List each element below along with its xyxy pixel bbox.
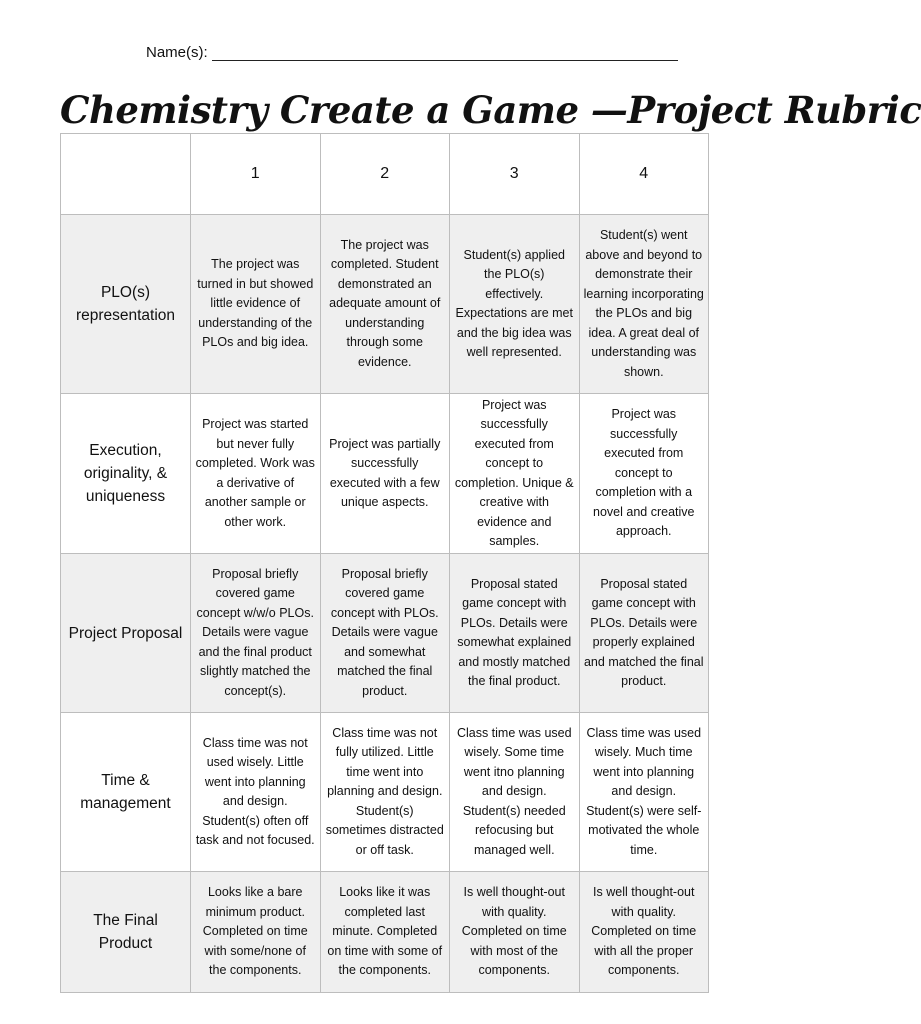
rubric-cell: Looks like it was completed last minute. Completed on time with some of the components. xyxy=(320,872,450,993)
rubric-cell: The project was completed. Student demonstrated an adequate amount of understanding through some evidence. xyxy=(320,215,450,394)
rubric-cell: Class time was not used wisely. Little went into planning and design. Student(s) often off task and not focused. xyxy=(191,713,321,872)
table-row xyxy=(61,394,709,554)
rubric-cell: Project was successfully executed from concept to completion. Unique & creative with evidence and samples. xyxy=(450,394,580,554)
rubric-table xyxy=(60,133,709,993)
header-cell-score-4: 4 xyxy=(579,134,709,215)
rubric-cell: Class time was used wisely. Much time went into planning and design. Student(s) were self-motivated the whole time. xyxy=(579,713,709,872)
rubric-cell: The project was turned in but showed little evidence of understanding of the PLOs and big idea. xyxy=(191,215,321,394)
page-title: Chemistry Create a Game —Project Rubric xyxy=(60,88,921,132)
rubric-cell: Proposal briefly covered game concept with PLOs. Details were vague and somewhat matched the final product. xyxy=(320,554,450,713)
table-row xyxy=(61,554,709,713)
rubric-cell: Proposal stated game concept with PLOs. Details were properly explained and matched the final product. xyxy=(579,554,709,713)
header-cell-score-3: 3 xyxy=(450,134,580,215)
rubric-cell: Project was partially successfully executed with a few unique aspects. xyxy=(320,394,450,554)
rubric-cell: Student(s) went above and beyond to demonstrate their learning incorporating the PLOs and big idea. A great deal of understanding was shown. xyxy=(579,215,709,394)
rubric-cell: Project was successfully executed from concept to completion with a novel and creative approach. xyxy=(579,394,709,554)
header-cell-score-2: 2 xyxy=(320,134,450,215)
table-row xyxy=(61,713,709,872)
rubric-cell: Looks like a bare minimum product. Completed on time with some/none of the components. xyxy=(191,872,321,993)
criterion-cell: Time & management xyxy=(61,713,191,872)
header-row xyxy=(61,134,709,215)
name-field[interactable] xyxy=(146,44,678,61)
rubric-cell: Is well thought-out with quality. Completed on time with all the proper components. xyxy=(579,872,709,993)
table-row xyxy=(61,215,709,394)
header-cell-score-1: 1 xyxy=(191,134,321,215)
criterion-cell: PLO(s) representation xyxy=(61,215,191,394)
header-cell-blank xyxy=(61,134,191,215)
rubric-cell: Project was started but never fully completed. Work was a derivative of another sample or other work. xyxy=(191,394,321,554)
name-blank-line[interactable] xyxy=(212,46,678,61)
criterion-cell: Execution, originality, & uniqueness xyxy=(61,394,191,554)
rubric-cell: Class time was used wisely. Some time went itno planning and design. Student(s) needed refocusing but managed well. xyxy=(450,713,580,872)
rubric-cell: Is well thought-out with quality. Completed on time with most of the components. xyxy=(450,872,580,993)
criterion-cell: The Final Product xyxy=(61,872,191,993)
criterion-cell: Project Proposal xyxy=(61,554,191,713)
rubric-cell: Class time was not fully utilized. Little time went into planning and design. Student(s) sometimes distracted or off task. xyxy=(320,713,450,872)
rubric-cell: Proposal stated game concept with PLOs. Details were somewhat explained and mostly matched the final product. xyxy=(450,554,580,713)
table-row xyxy=(61,872,709,993)
name-label: Name(s): xyxy=(146,44,208,61)
rubric-cell: Student(s) applied the PLO(s) effectively. Expectations are met and the big idea was well represented. xyxy=(450,215,580,394)
rubric-cell: Proposal briefly covered game concept w/w/o PLOs. Details were vague and the final product slightly matched the concept(s). xyxy=(191,554,321,713)
